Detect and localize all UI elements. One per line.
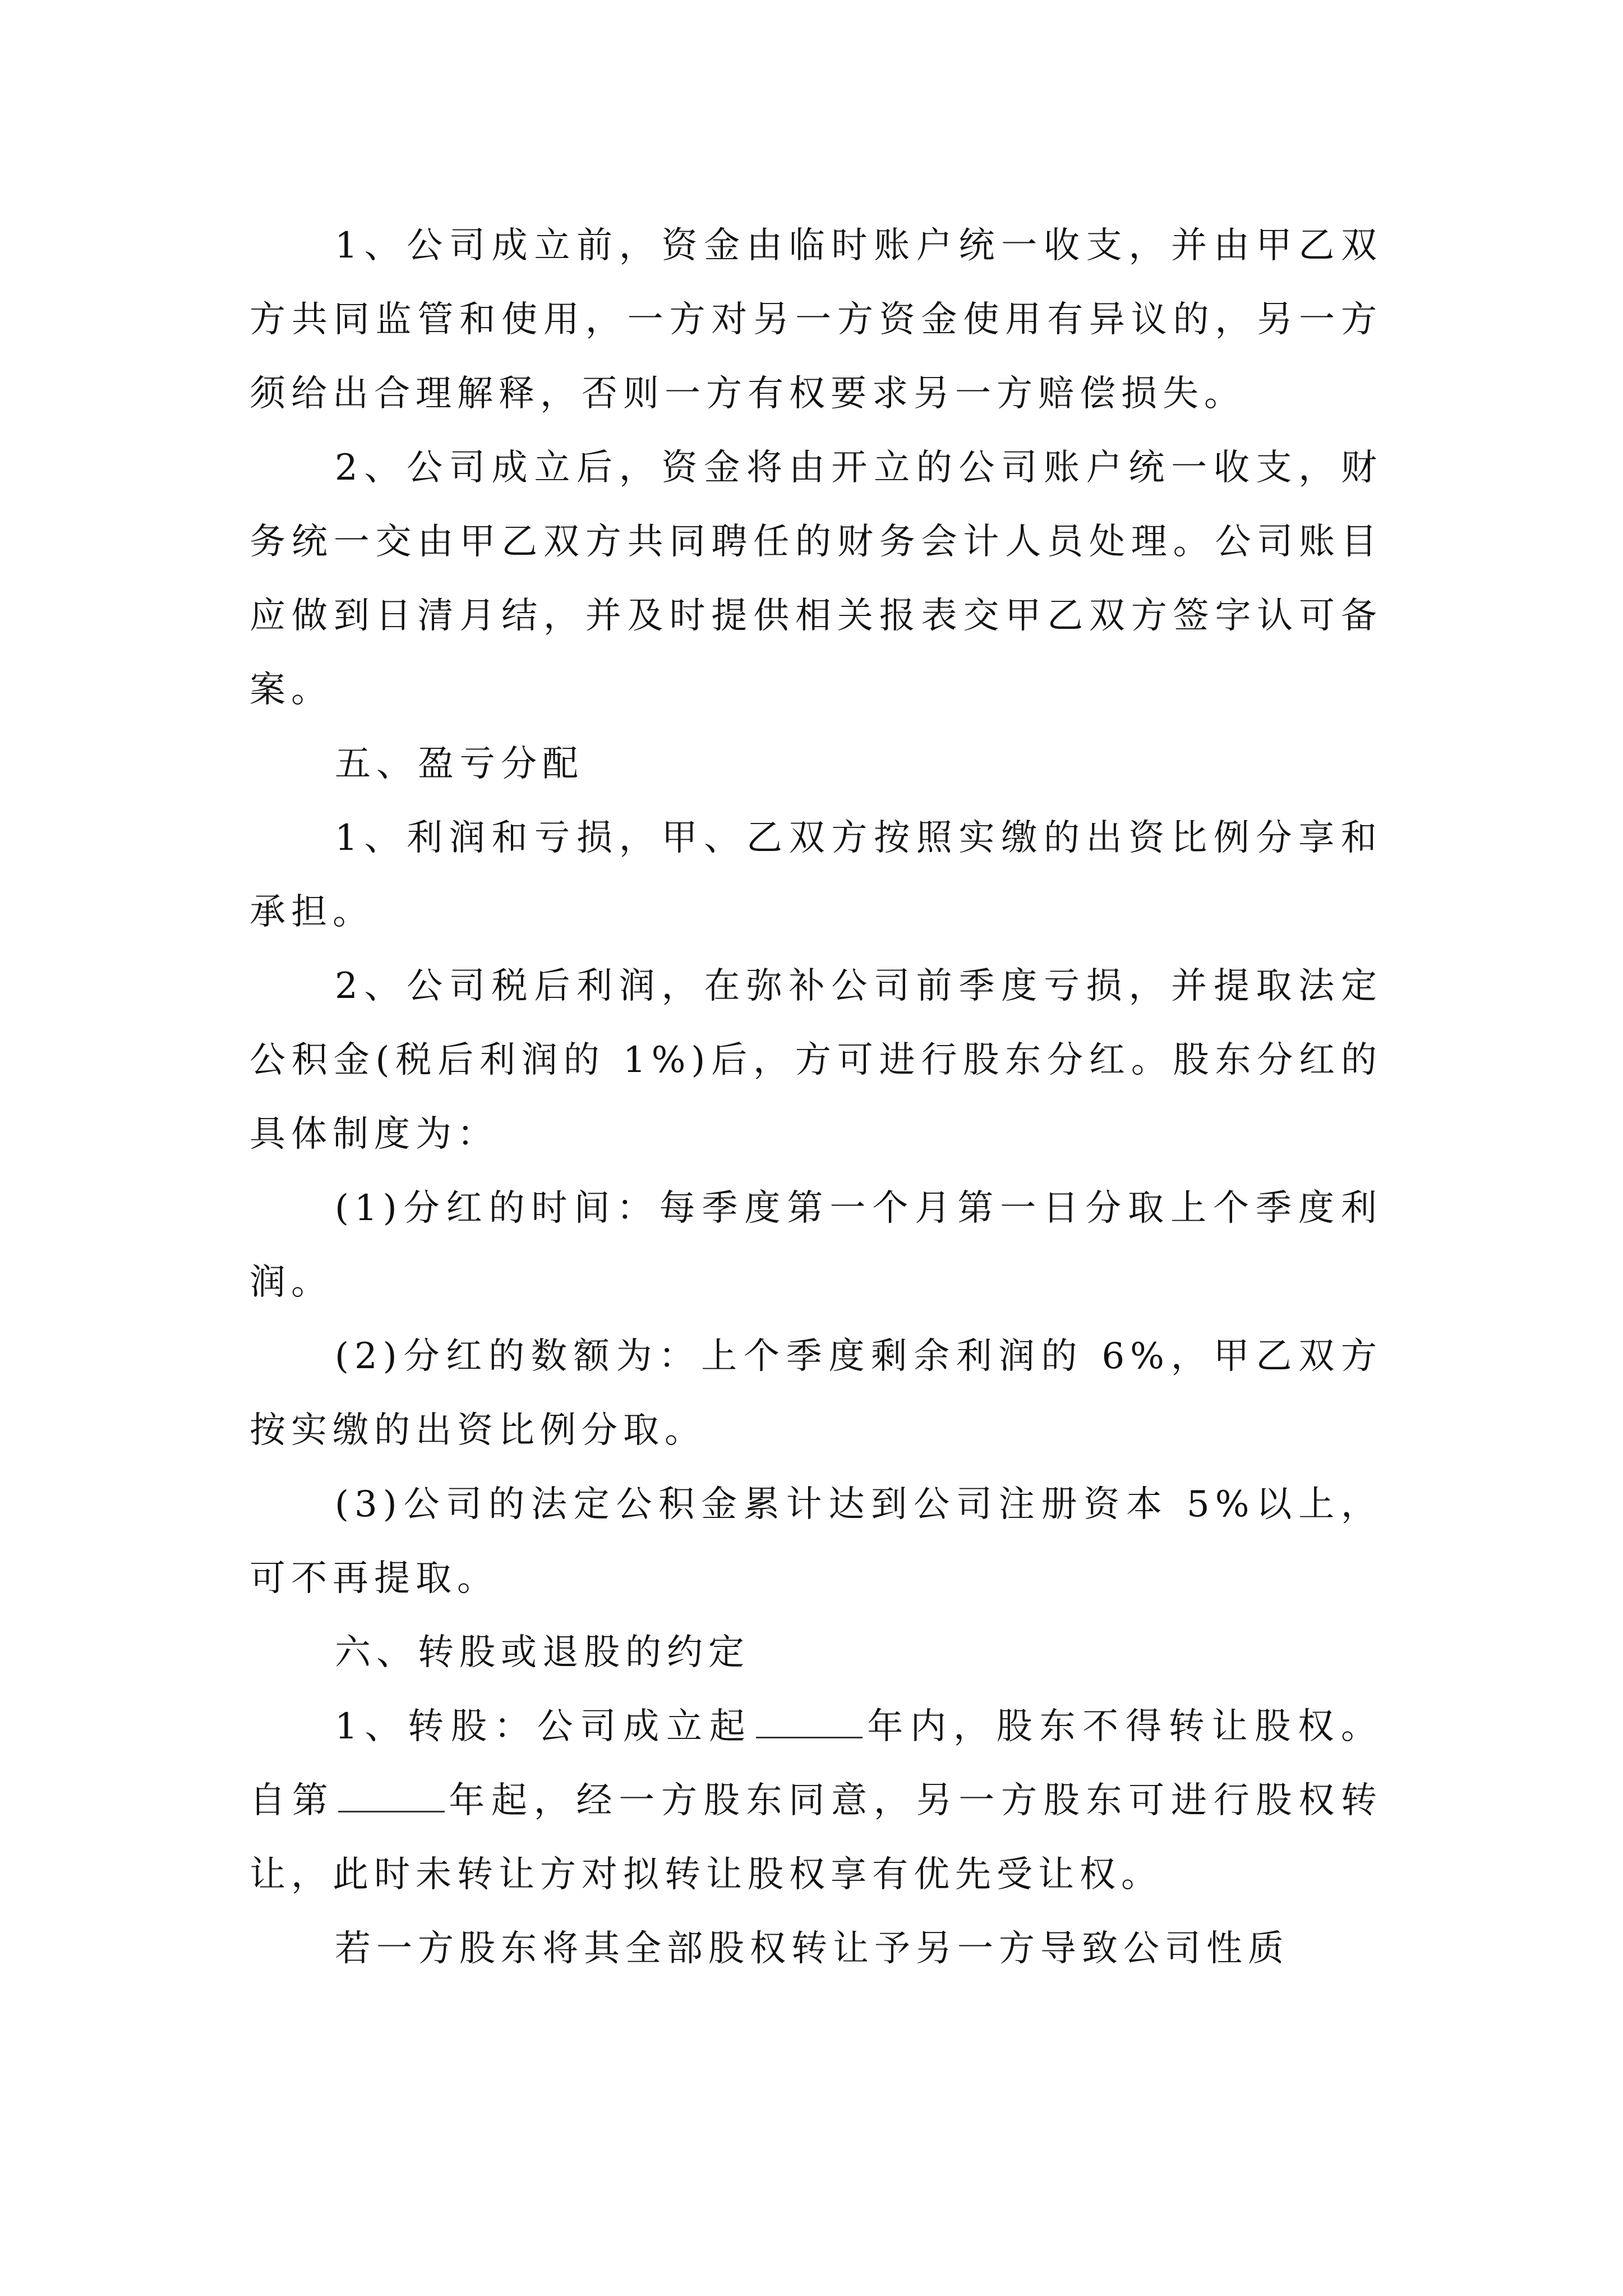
transfer-clause-part1: 1、转股：公司成立起 [335,1706,753,1747]
section-heading-share-transfer: 六、转股或退股的约定 [335,1632,750,1673]
paragraph-profit-and-loss: 1、利润和亏损，甲、乙双方按照实缴的出资比例分享和承担。 [250,817,1382,933]
document-body [250,209,1382,1986]
paragraph-dividend-amount: (2)分红的数额为：上个季度剩余利润的 6%，甲乙双方按实缴的出资比例分取。 [250,1336,1382,1451]
section-heading-profit-distribution: 五、盈亏分配 [335,743,584,785]
blank-start-year-field [338,1779,445,1812]
paragraph-reserve-fund: (3)公司的法定公积金累计达到公司注册资本 5%以上，可不再提取。 [250,1484,1382,1599]
paragraph-share-transfer [250,1690,1382,1912]
paragraph-after-tax-profit: 2、公司税后利润，在弥补公司前季度亏损，并提取法定公积金(税后利润的 1%)后，方可进行股东分红。股东分红的具体制度为： [250,965,1382,1155]
transfer-clause-part3: 年起，经一方股东同意，另一方股东可进行股权转让，此时未转让方对拟转让股权享有优先受让权。 [250,1780,1382,1895]
transfer-clause-part2: 年内，股东不得转让股权。自第 [250,1706,1383,1821]
paragraph-full-transfer: 若一方股东将其全部股权转让予另一方导致公司性质 [335,1928,1289,1970]
blank-years-field [756,1705,863,1738]
paragraph-fund-before-establishment: 1、公司成立前，资金由临时账户统一收支，并由甲乙双方共同监管和使用，一方对另一方资金使用有异议的，另一方须给出合理解释，否则一方有权要求另一方赔偿损失。 [250,225,1382,415]
paragraph-fund-after-establishment: 2、公司成立后，资金将由开立的公司账户统一收支，财务统一交由甲乙双方共同聘任的财务会计人员处理。公司账目应做到日清月结，并及时提供相关报表交甲乙双方签字认可备案。 [250,447,1382,711]
paragraph-dividend-time: (1)分红的时间：每季度第一个月第一日分取上个季度利润。 [250,1188,1382,1303]
